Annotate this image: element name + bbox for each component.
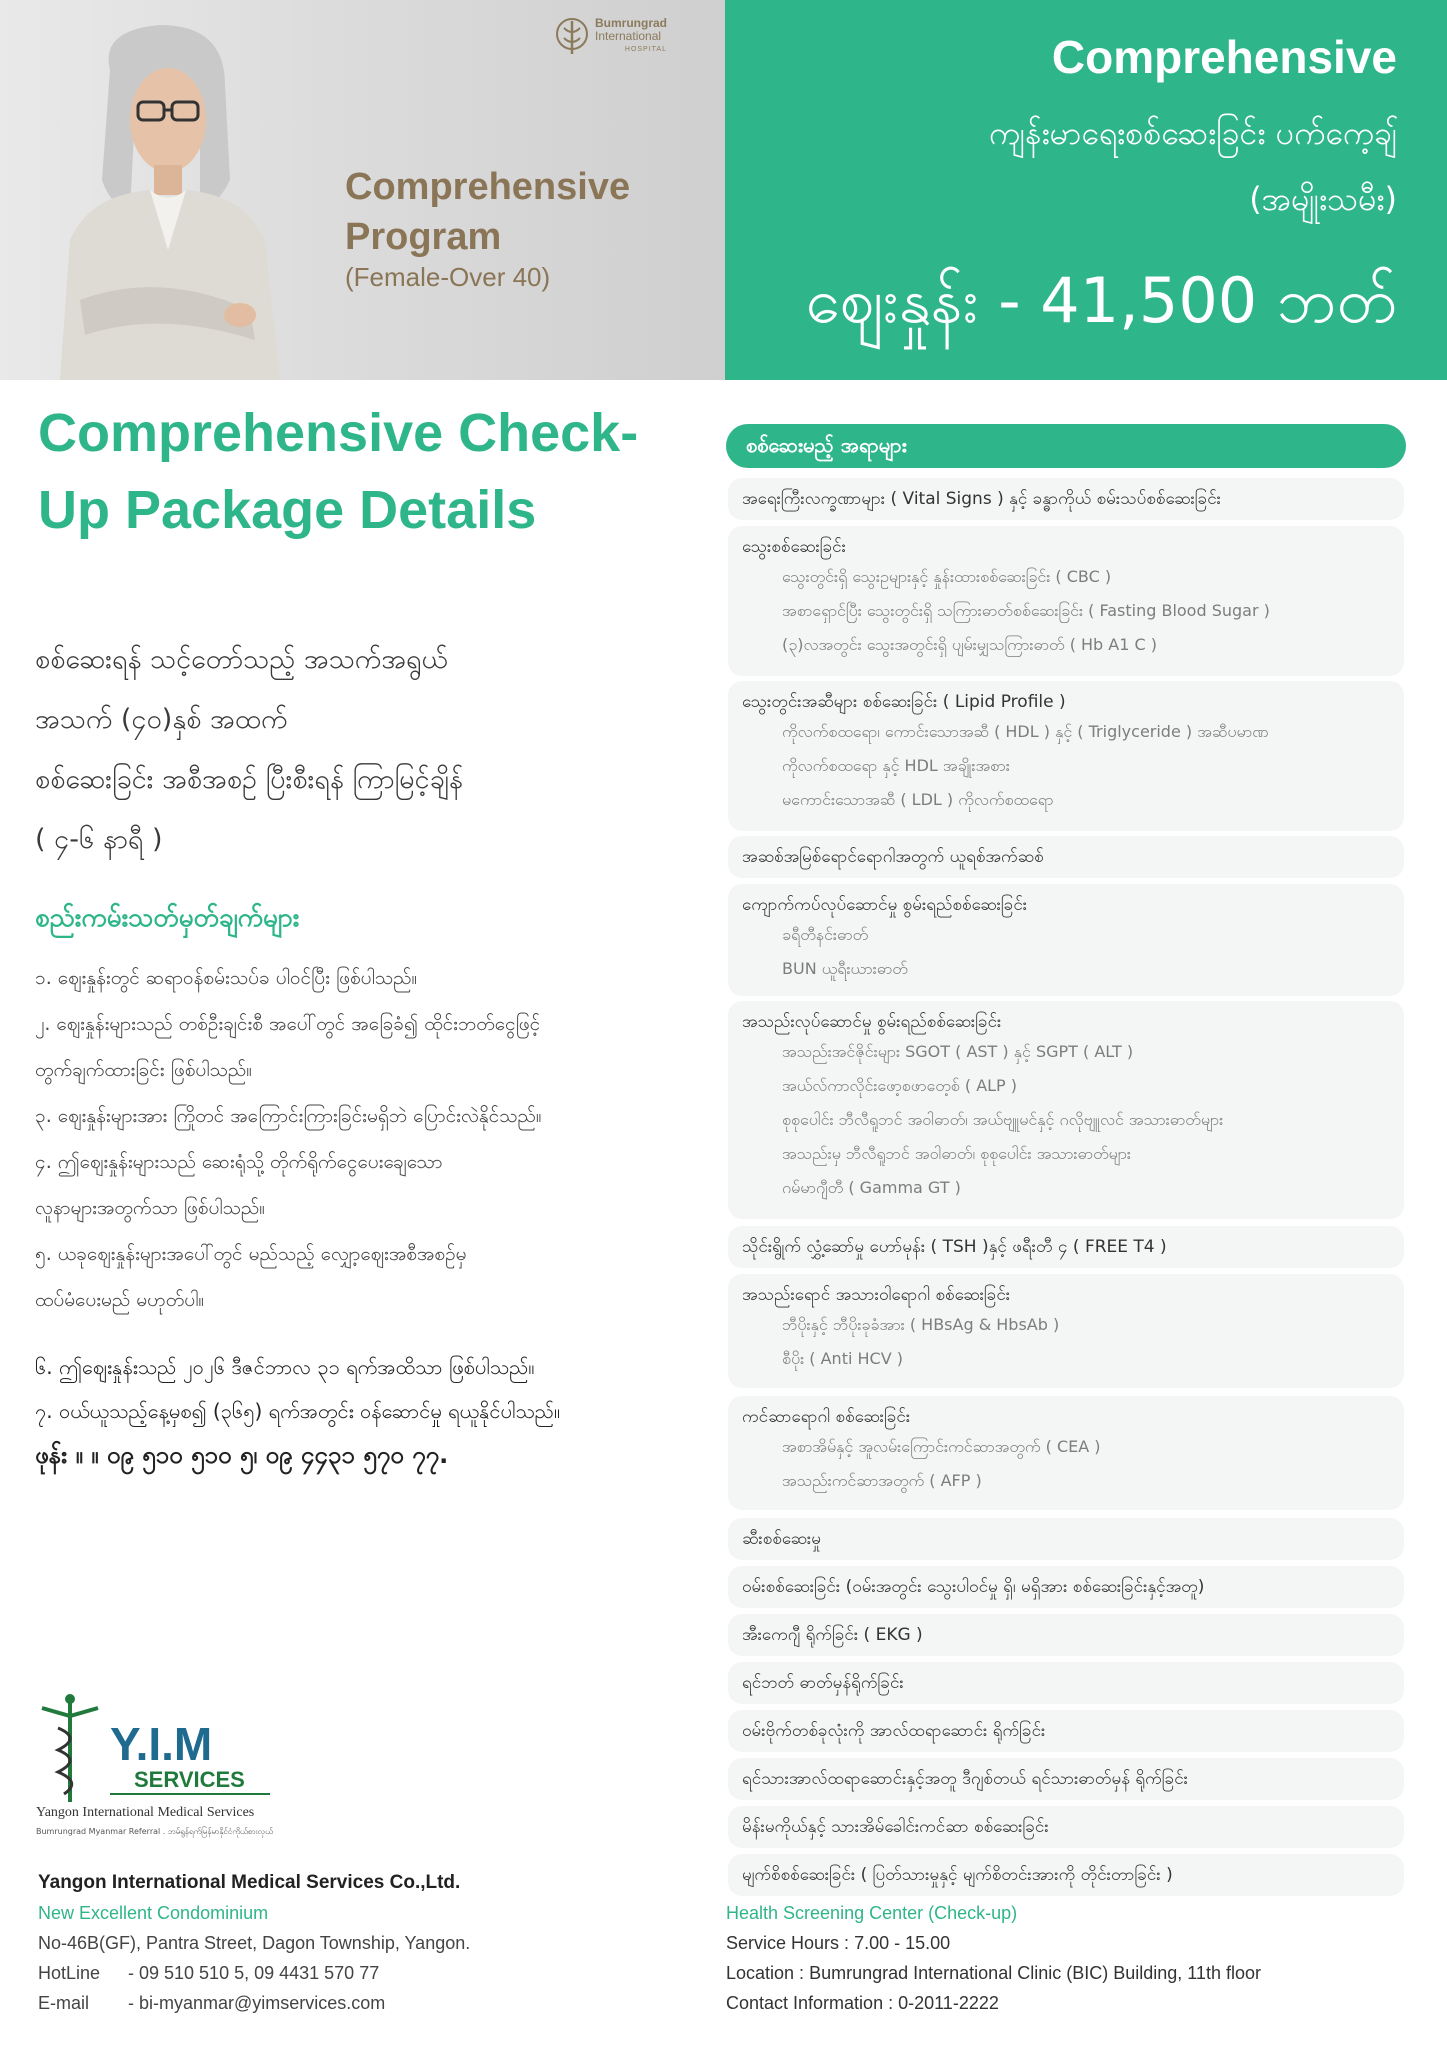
check-card-title: မိန်းမကိုယ်နှင့် သားအိမ်ခေါင်းကင်ဆာ စစ်ဆေးခြင်း: [742, 1817, 1049, 1837]
check-card: [728, 478, 1404, 520]
check-card-title: ဆီးစစ်ဆေးမှု: [742, 1529, 821, 1549]
intro-line: ( ၄-၆ နာရီ ): [35, 824, 163, 855]
check-card-item: (၃)လအတွင်း သွေးအတွင်းရှိ ပျမ်းမျှသကြားဓာတ် ( Hb A1 C ): [782, 635, 1158, 654]
hospital-name-line1: Bumrungrad: [595, 15, 667, 30]
terms-item: တွက်ချက်ထားခြင်း ဖြစ်ပါသည်။: [35, 1059, 253, 1081]
check-card-title: ဝမ်းစစ်ဆေးခြင်း (ဝမ်းအတွင်း သွေးပါဝင်မှု ရှိ၊ မရှိအား စစ်ဆေးခြင်းနှင့်အတူ): [742, 1577, 1205, 1597]
check-card: [728, 1662, 1404, 1704]
company-condo: New Excellent Condominium: [38, 1903, 269, 1923]
intro-line: စစ်ဆေးခြင်း အစီအစဉ် ပြီးစီးရန် ကြာမြင့်ချိန်: [35, 764, 463, 795]
screening-center-info: [726, 1898, 1406, 2018]
check-card-item: ဂမ်မာဂျီတီ ( Gamma GT ): [782, 1178, 961, 1197]
check-card: [728, 526, 1404, 676]
package-price: ဈေးနှုန်း - 41,500 ဘတ်: [805, 264, 1397, 337]
check-card-item: ကိုလက်စထရော နှင့် HDL အချိုးအစား: [782, 756, 1010, 775]
check-card-title: သွေးစစ်ဆေးခြင်း: [742, 537, 846, 557]
contact-value[interactable]: 0-2011-2222: [898, 1993, 999, 2013]
company-email: [38, 1988, 658, 2018]
check-card-item: အသည်းကင်ဆာအတွက် ( AFP ): [782, 1471, 982, 1490]
hero-banner-left: [0, 0, 725, 380]
bumrungrad-logo: [555, 16, 667, 56]
check-card: [728, 1566, 1404, 1608]
check-card-title: ကျောက်ကပ်လုပ်ဆောင်မှု စွမ်းရည်စစ်ဆေးခြင်း: [742, 895, 1028, 915]
terms-list: [35, 955, 695, 1323]
terms-item: ၆. ဤဈေးနှုန်းသည် ၂၀၂၆ ဒီဇင်ဘာလ ၃၁ ရက်အထိသာ ဖြစ်ပါသည်။: [35, 1355, 535, 1379]
check-card-item: မကောင်းသောအဆီ ( LDL ) ကိုလက်စထရော: [782, 790, 1054, 809]
terms-item: ၇. ဝယ်ယူသည့်နေ့မှစ၍ (၃၆၅) ရက်အတွင်း ဝန်ဆောင်မှု ရယူနိုင်ပါသည်။: [35, 1399, 561, 1423]
check-card: [728, 1274, 1404, 1388]
check-card: [728, 1396, 1404, 1510]
program-title: Comprehensive Program: [345, 166, 631, 258]
email-label: E-mail: [38, 1993, 90, 2013]
check-card: [728, 1518, 1404, 1560]
terms-title: စည်းကမ်းသတ်မှတ်ချက်များ: [35, 903, 300, 933]
yim-full-name: Yangon International Medical Services: [36, 1805, 255, 1820]
check-card-title: အရေးကြီးလက္ခဏာများ ( Vital Signs ) နှင့် ခန္ဓာကိုယ် စမ်းသပ်စစ်ဆေးခြင်း: [742, 489, 1221, 509]
check-card-item: အသည်းမှ ဘီလီရူဘင် အဝါဓာတ်၊ စုစုပေါင်း အသားဓာတ်များ: [782, 1144, 1131, 1163]
check-card-item: စုစုပေါင်း ဘီလီရူဘင် အဝါဓာတ်၊ အယ်ဗျူမင်နှင့် ဂလိုဗျူလင် အသားဓာတ်များ: [782, 1110, 1224, 1129]
check-card-item: အယ်လ်ကာလိုင်းဖော့စဖာတေ့စ် ( ALP ): [782, 1076, 1018, 1095]
check-card: [728, 1001, 1404, 1219]
terms-item: ၃. ဈေးနှုန်းများအား ကြိုတင် အကြောင်းကြားခြင်းမရှိဘဲ ပြောင်းလဲနိုင်သည်။: [35, 1105, 542, 1127]
check-card-item: အသည်းအင်ဇိုင်းများ SGOT ( AST ) နှင့် SGPT ( ALT ): [782, 1042, 1134, 1061]
hospital-name-line3: HOSPITAL: [624, 45, 667, 53]
location-label: Location :: [726, 1963, 805, 1983]
service-hours-label: Service Hours :: [726, 1933, 850, 1953]
contact-label: Contact Information :: [726, 1993, 894, 2013]
yim-services-word: SERVICES: [134, 1767, 245, 1792]
check-card-title: အီးကေဂျီ ရိုက်ခြင်း ( EKG ): [742, 1625, 923, 1645]
package-gender-my: (အမျိုးသမီး): [1249, 180, 1397, 218]
check-card-item: ဘီပိုးနှင့် ဘီပိုးခုခံအား ( HBsAg & HbsAb ): [782, 1315, 1060, 1334]
hero-banner-right: [725, 0, 1447, 380]
check-card: [728, 1614, 1404, 1656]
check-card-item: BUN ယူရီးယားဓာတ်: [782, 959, 908, 978]
details-title: Comprehensive Check-Up Package Details: [38, 403, 639, 540]
company-info: [38, 1868, 658, 2018]
intro-line: အသက် (၄၀)နှစ် အထက်: [35, 704, 288, 735]
check-card-title: ရင်ဘတ် ဓာတ်မှန်ရိုက်ခြင်း: [742, 1673, 904, 1693]
location: [726, 1958, 1406, 1988]
package-title: Comprehensive: [1051, 31, 1397, 83]
check-card: [728, 1758, 1404, 1800]
check-card-title: အသည်းရောင် အသားဝါရောဂါ စစ်ဆေးခြင်း: [742, 1285, 1011, 1305]
screening-center-title: Health Screening Center (Check-up): [726, 1903, 1018, 1923]
service-hours-value: 7.00 - 15.00: [854, 1933, 951, 1953]
terms-list-extra: [35, 1345, 695, 1477]
check-card: [728, 1710, 1404, 1752]
hotline-value[interactable]: - 09 510 510 5, 09 4431 570 77: [128, 1963, 380, 1983]
phone-number: ဖုန်း ။ ။ ၀၉ ၅၁၀ ၅၁၀ ၅၊ ၀၉ ၄၄၃၁ ၅၇၀ ၇၇.: [35, 1441, 449, 1469]
location-value: Bumrungrad International Clinic (BIC) Building, 11th floor: [809, 1963, 1261, 1983]
company-address: No-46B(GF), Pantra Street, Dagon Township, Yangon.: [38, 1933, 471, 1953]
check-card-title: ဝမ်းဗိုက်တစ်ခုလုံးကို အာလ်ထရာဆောင်း ရိုက်ခြင်း: [742, 1721, 1046, 1741]
company-hotline: [38, 1958, 658, 1988]
terms-item: ၁. ဈေးနှုန်းတွင် ဆရာဝန်စမ်းသပ်ခ ပါဝင်ပြီး ဖြစ်ပါသည်။: [35, 967, 418, 989]
check-card-title: ကင်ဆာရောဂါ စစ်ဆေးခြင်း: [742, 1407, 911, 1427]
company-name: Yangon International Medical Services Co.,Ltd.: [38, 1872, 461, 1893]
check-card: [728, 1226, 1404, 1268]
check-card: [728, 884, 1404, 996]
intro-line: စစ်ဆေးရန် သင့်တော်သည့် အသက်အရွယ်: [35, 644, 448, 675]
terms-item: လူနာများအတွက်သာ ဖြစ်ပါသည်။: [35, 1197, 266, 1219]
package-name-my: ကျန်းမာရေးစစ်ဆေးခြင်း ပက်ကေ့ချ်: [988, 114, 1397, 152]
caduceus-icon: [42, 1694, 98, 1802]
check-card-item: သွေးတွင်းရှိ သွေးဥများနှင့် နှုန်းထားစစ်ဆေးခြင်း ( CBC ): [782, 567, 1112, 586]
terms-item: ၄. ဤဈေးနှုန်းများသည် ဆေးရုံသို့ တိုက်ရိုက်ငွေပေးချေသော: [35, 1151, 443, 1173]
check-card-item: စီပိုး ( Anti HCV ): [782, 1349, 903, 1368]
email-value[interactable]: - bi-myanmar@yimservices.com: [128, 1993, 386, 2013]
check-card-item: အစာအိမ်နှင့် အူလမ်းကြောင်းကင်ဆာအတွက် ( CEA ): [782, 1437, 1101, 1456]
check-card-title: အဆစ်အမြစ်ရောင်ရောဂါအတွက် ယူရစ်အက်ဆစ်: [742, 847, 1044, 867]
yim-referral: Bumrungrad Myanmar Referral . ဘမ်ရွန်ရက်မြန်မာနိုင်ငံကိုယ်စားလှယ်: [36, 1827, 273, 1836]
check-card-item: ခရီတီနင်းဓာတ်: [782, 925, 869, 944]
hospital-name-line2: International: [595, 28, 662, 43]
checklist-header: စစ်ဆေးမည့် အရာများ: [726, 424, 1406, 468]
check-card: [728, 836, 1404, 878]
check-card-title: သိုင်းရွိုက် လွှံ့ဆော်မှု ဟော်မုန်း ( TSH )နှင့် ဖရီးတီ ၄ ( FREE T4 ): [742, 1237, 1167, 1257]
check-card-item: အစာရှောင်ပြီး သွေးတွင်းရှိ သကြားဓာတ်စစ်ဆေးခြင်း ( Fasting Blood Sugar ): [782, 601, 1270, 620]
check-card: [728, 681, 1404, 831]
terms-item: ၂. ဈေးနှုန်းများသည် တစ်ဦးချင်းစီ အပေါ်တွင် အခြေခံ၍ ထိုင်းဘတ်ငွေဖြင့်: [35, 1013, 541, 1035]
check-card: [728, 1806, 1404, 1848]
terms-item: ထပ်မံပေးမည် မဟုတ်ပါ။: [35, 1289, 205, 1311]
woman-photo: [40, 10, 290, 380]
hotline-label: HotLine: [38, 1963, 101, 1983]
check-card: [728, 1854, 1404, 1896]
check-card-title: အသည်းလုပ်ဆောင်မှု စွမ်းရည်စစ်ဆေးခြင်း: [742, 1012, 1002, 1032]
check-card-item: ကိုလက်စထရော၊ ကောင်းသောအဆီ ( HDL ) နှင့် ( Triglyceride ) အဆီပမာဏ: [782, 722, 1269, 741]
check-card-title: သွေးတွင်းအဆီများ စစ်ဆေးခြင်း ( Lipid Profile ): [742, 692, 1066, 712]
intro-block: [35, 630, 695, 870]
service-hours: [726, 1928, 1406, 1958]
caduceus-emblem-icon: [555, 16, 589, 56]
contact: [726, 1988, 1406, 2018]
yim-mark: Y.I.M: [110, 1718, 213, 1770]
terms-item: ၅. ယခုဈေးနှုန်းများအပေါ်တွင် မည်သည့် လျှော့ဈေးအစီအစဉ်မှ: [35, 1243, 467, 1265]
check-card-title: ရင်သားအာလ်ထရာဆောင်းနှင့်အတူ ဒီဂျစ်တယ် ရင်သားဓာတ်မှန် ရိုက်ခြင်း: [742, 1769, 1188, 1789]
check-card-title: မျက်စိစစ်ဆေးခြင်း ( ပြတ်သားမှုနှင့် မျက်စိတင်းအားကို တိုင်းတာခြင်း ): [742, 1865, 1173, 1885]
program-subtitle: (Female-Over 40): [345, 262, 551, 292]
